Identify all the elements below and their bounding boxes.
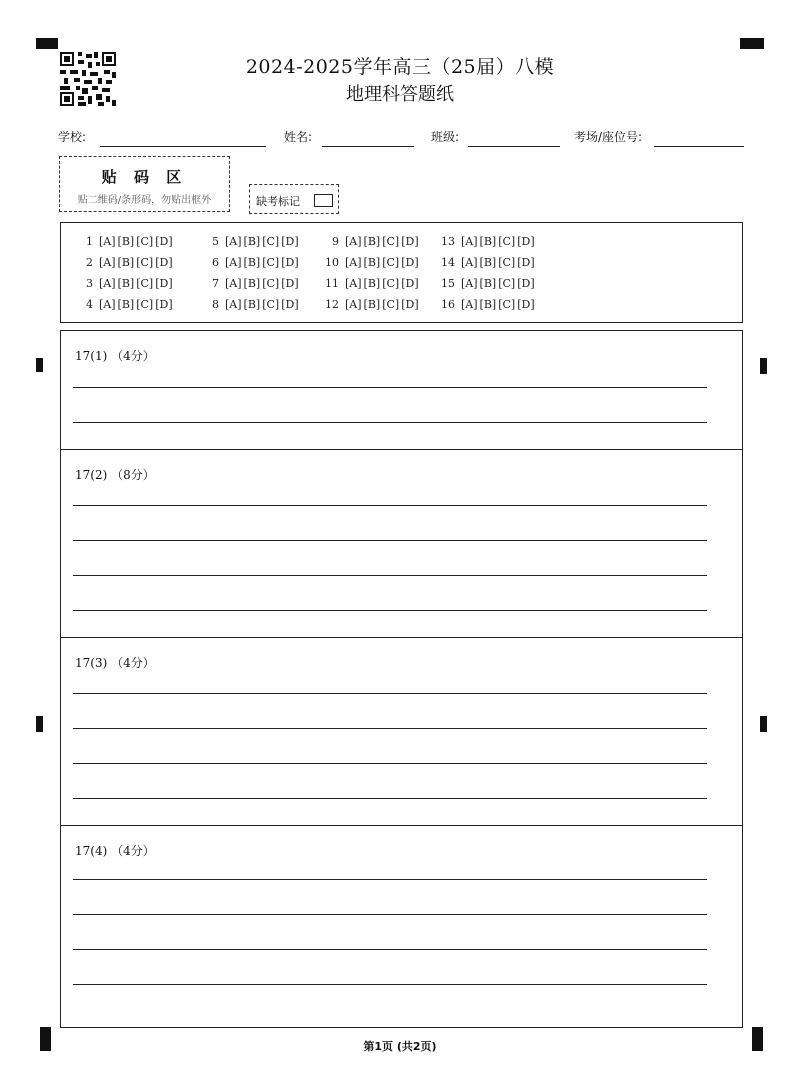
option-bubble[interactable]: [A] <box>345 298 362 311</box>
question-number: 6 <box>212 256 219 269</box>
option-bubble[interactable]: [D] <box>281 256 299 269</box>
registration-mark-left-1 <box>36 358 43 372</box>
option-bubble[interactable]: [C] <box>498 256 516 269</box>
page-footer: 第1页 (共2页) <box>363 1040 437 1053</box>
option-bubble[interactable]: [A] <box>461 277 478 290</box>
school-field[interactable] <box>100 146 266 147</box>
class-field[interactable] <box>468 146 560 147</box>
option-bubble[interactable]: [D] <box>281 298 299 311</box>
option-bubble[interactable]: [A] <box>345 256 362 269</box>
choice-question-5 <box>205 235 301 248</box>
option-bubble[interactable]: [C] <box>136 277 154 290</box>
choice-question-3 <box>85 277 175 290</box>
answer-line[interactable] <box>73 879 707 880</box>
option-bubble[interactable]: [A] <box>345 277 362 290</box>
option-bubble[interactable]: [D] <box>155 277 173 290</box>
choice-question-8 <box>205 298 301 311</box>
option-bubble[interactable]: [D] <box>401 298 419 311</box>
choice-question-7 <box>205 277 301 290</box>
answer-section-17-3 <box>61 638 742 826</box>
option-bubble[interactable]: [D] <box>517 235 535 248</box>
registration-mark-top-right <box>740 38 764 49</box>
option-bubble[interactable]: [B] <box>363 298 381 311</box>
seat-field[interactable] <box>654 146 744 147</box>
option-bubble[interactable]: [A] <box>461 235 478 248</box>
option-bubble[interactable]: [C] <box>498 298 516 311</box>
name-label: 姓名: <box>284 130 313 144</box>
registration-mark-right-2 <box>760 716 767 732</box>
option-bubble[interactable]: [C] <box>136 298 154 311</box>
option-bubble[interactable]: [C] <box>498 235 516 248</box>
option-bubble[interactable]: [A] <box>99 235 116 248</box>
answer-line[interactable] <box>73 949 707 950</box>
question-number: 13 <box>441 235 455 248</box>
question-number: 12 <box>325 298 339 311</box>
absent-mark-checkbox[interactable] <box>314 194 333 207</box>
section-label: 17(3) （4分） <box>75 656 155 670</box>
question-number: 7 <box>212 277 219 290</box>
option-bubble[interactable]: [B] <box>363 235 381 248</box>
paste-area-title: 贴 码 区 <box>101 168 188 186</box>
option-bubble[interactable]: [A] <box>99 277 116 290</box>
question-number: 15 <box>441 277 455 290</box>
option-bubble[interactable]: [C] <box>136 256 154 269</box>
option-bubble[interactable]: [C] <box>382 235 400 248</box>
answer-line[interactable] <box>73 984 707 985</box>
section-label: 17(2) （8分） <box>75 468 155 482</box>
answer-line[interactable] <box>73 575 707 576</box>
option-bubble[interactable]: [D] <box>401 277 419 290</box>
option-bubble[interactable]: [A] <box>461 298 478 311</box>
answer-line[interactable] <box>73 422 707 423</box>
absent-mark-box <box>249 184 339 214</box>
option-bubble[interactable]: [D] <box>155 298 173 311</box>
answer-line[interactable] <box>73 505 707 506</box>
answer-line[interactable] <box>73 610 707 611</box>
section-label: 17(4) （4分） <box>75 844 155 858</box>
question-number: 10 <box>325 256 339 269</box>
choice-question-11 <box>325 277 421 290</box>
option-bubble[interactable]: [A] <box>99 298 116 311</box>
choice-question-15 <box>441 277 537 290</box>
option-bubble[interactable]: [A] <box>225 256 242 269</box>
option-bubble[interactable]: [C] <box>382 277 400 290</box>
answer-section-17-1 <box>61 331 742 450</box>
question-number: 4 <box>86 298 93 311</box>
option-bubble[interactable]: [B] <box>243 235 261 248</box>
option-bubble[interactable]: [D] <box>281 277 299 290</box>
option-bubble[interactable]: [C] <box>262 277 280 290</box>
question-number: 11 <box>325 277 339 290</box>
answer-line[interactable] <box>73 914 707 915</box>
answer-line[interactable] <box>73 387 707 388</box>
answer-line[interactable] <box>73 798 707 799</box>
option-bubble[interactable]: [A] <box>461 256 478 269</box>
option-bubble[interactable]: [D] <box>155 256 173 269</box>
paste-area-note: 贴二维码/条形码，勿贴出框外 <box>77 195 212 206</box>
option-bubble[interactable]: [B] <box>479 256 497 269</box>
option-bubble[interactable]: [B] <box>117 277 135 290</box>
answer-area <box>60 330 743 1028</box>
question-number: 9 <box>332 235 339 248</box>
answer-section-17-2 <box>61 450 742 638</box>
page-title: 2024-2025学年高三（25届）八模 <box>245 56 555 78</box>
seat-label: 考场/座位号: <box>574 130 643 144</box>
option-bubble[interactable]: [A] <box>225 298 242 311</box>
answer-section-17-4 <box>61 826 742 1029</box>
question-number: 2 <box>86 256 93 269</box>
registration-mark-left-2 <box>36 716 43 732</box>
question-number: 16 <box>441 298 455 311</box>
option-bubble[interactable]: [C] <box>136 235 154 248</box>
option-bubble[interactable]: [B] <box>117 235 135 248</box>
registration-mark-top-left <box>36 38 58 49</box>
option-bubble[interactable]: [B] <box>479 235 497 248</box>
choice-question-4 <box>85 298 175 311</box>
choice-question-16 <box>441 298 537 311</box>
option-bubble[interactable]: [C] <box>382 298 400 311</box>
choice-question-6 <box>205 256 301 269</box>
option-bubble[interactable]: [D] <box>517 256 535 269</box>
option-bubble[interactable]: [C] <box>262 298 280 311</box>
choice-question-14 <box>441 256 537 269</box>
option-bubble[interactable]: [A] <box>225 277 242 290</box>
option-bubble[interactable]: [D] <box>281 235 299 248</box>
answer-line[interactable] <box>73 763 707 764</box>
option-bubble[interactable]: [C] <box>262 256 280 269</box>
option-bubble[interactable]: [C] <box>262 235 280 248</box>
class-label: 班级: <box>431 130 460 144</box>
option-bubble[interactable]: [B] <box>479 298 497 311</box>
choice-question-10 <box>325 256 421 269</box>
registration-mark-right-1 <box>760 358 767 374</box>
student-info-row <box>58 128 748 150</box>
name-field[interactable] <box>322 146 414 147</box>
question-number: 1 <box>86 235 93 248</box>
option-bubble[interactable]: [A] <box>225 235 242 248</box>
option-bubble[interactable]: [B] <box>243 298 261 311</box>
question-number: 8 <box>212 298 219 311</box>
option-bubble[interactable]: [B] <box>117 256 135 269</box>
answer-line[interactable] <box>73 540 707 541</box>
option-bubble[interactable]: [C] <box>382 256 400 269</box>
option-bubble[interactable]: [D] <box>155 235 173 248</box>
option-bubble[interactable]: [A] <box>99 256 116 269</box>
choice-question-2 <box>85 256 175 269</box>
choice-question-13 <box>441 235 537 248</box>
choice-question-1 <box>85 235 175 248</box>
section-label: 17(1) （4分） <box>75 349 155 363</box>
school-label: 学校: <box>58 130 87 144</box>
option-bubble[interactable]: [B] <box>479 277 497 290</box>
answer-line[interactable] <box>73 728 707 729</box>
choice-question-9 <box>325 235 421 248</box>
question-number: 14 <box>441 256 455 269</box>
question-number: 3 <box>86 277 93 290</box>
option-bubble[interactable]: [D] <box>517 277 535 290</box>
barcode-paste-area <box>59 156 230 212</box>
answer-line[interactable] <box>73 693 707 694</box>
option-bubble[interactable]: [B] <box>243 256 261 269</box>
multiple-choice-grid <box>60 222 743 323</box>
absent-mark-label: 缺考标记 <box>256 195 300 208</box>
option-bubble[interactable]: [C] <box>498 277 516 290</box>
option-bubble[interactable]: [D] <box>401 256 419 269</box>
option-bubble[interactable]: [D] <box>401 235 419 248</box>
option-bubble[interactable]: [B] <box>243 277 261 290</box>
choice-question-12 <box>325 298 421 311</box>
option-bubble[interactable]: [B] <box>117 298 135 311</box>
page-subtitle: 地理科答题纸 <box>346 84 454 105</box>
option-bubble[interactable]: [B] <box>363 277 381 290</box>
option-bubble[interactable]: [D] <box>517 298 535 311</box>
option-bubble[interactable]: [B] <box>363 256 381 269</box>
option-bubble[interactable]: [A] <box>345 235 362 248</box>
question-number: 5 <box>212 235 219 248</box>
